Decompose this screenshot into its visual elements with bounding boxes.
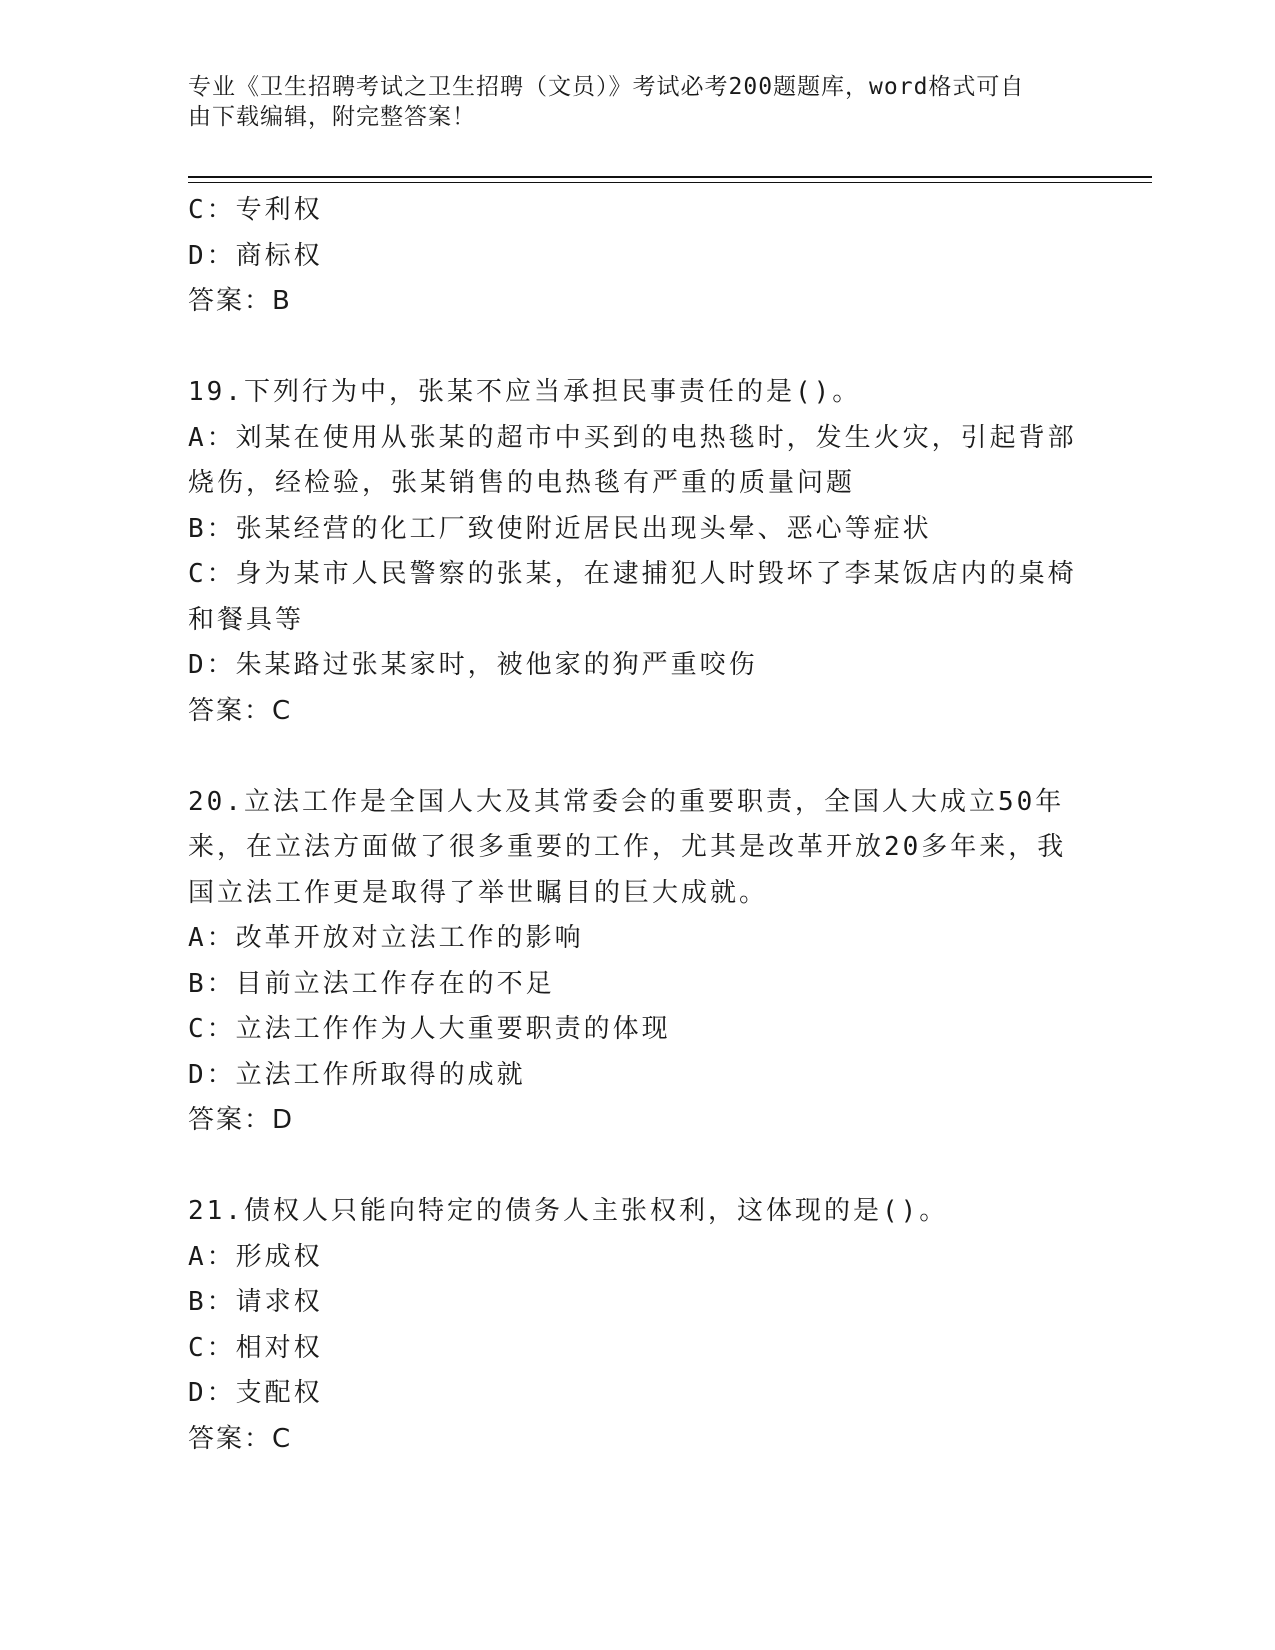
option-c: C：相对权 <box>188 1332 323 1363</box>
answer-line: 答案：C <box>188 1423 293 1454</box>
option-b: B：目前立法工作存在的不足 <box>188 968 555 999</box>
header-rule <box>188 176 1152 183</box>
option-d: D：朱某路过张某家时，被他家的狗严重咬伤 <box>188 650 758 680</box>
option-c-line-1: C：身为某市人民警察的张某，在逮捕犯人时毁坏了李某饭店内的桌椅 <box>188 559 1077 589</box>
option-d: D：支配权 <box>188 1378 323 1408</box>
answer-line: 答案：B <box>188 286 292 316</box>
option-b: B：张某经营的化工厂致使附近居民出现头晕、恶心等症状 <box>188 513 932 544</box>
option-a: A：改革开放对立法工作的影响 <box>188 923 584 953</box>
question-21 <box>188 1189 1088 1462</box>
answer-line: 答案：C <box>188 695 293 726</box>
question-content <box>188 188 1088 1462</box>
option-c: C：专利权 <box>188 195 323 225</box>
option-d: D：立法工作所取得的成就 <box>188 1059 526 1090</box>
question-stem-line-1: 20.立法工作是全国人大及其常委会的重要职责，全国人大成立50年 <box>188 786 1065 817</box>
option-d: D：商标权 <box>188 240 323 271</box>
question-stem: 19.下列行为中，张某不应当承担民事责任的是()。 <box>188 377 862 407</box>
question-gap <box>188 734 1088 780</box>
question-gap <box>188 1144 1088 1190</box>
question-20 <box>188 780 1088 1144</box>
previous-question-tail <box>188 188 1088 325</box>
question-19 <box>188 370 1088 734</box>
header-line-1: 专业《卫生招聘考试之卫生招聘（文员）》考试必考200题题库，word格式可自 <box>188 74 1025 100</box>
question-stem: 21.债权人只能向特定的债务人主张权利，这体现的是()。 <box>188 1196 949 1226</box>
option-b: B：请求权 <box>188 1287 323 1317</box>
option-a-line-1: A：刘某在使用从张某的超市中买到的电热毯时，发生火灾，引起背部 <box>188 422 1077 453</box>
option-c-line-2: 和餐具等 <box>188 604 305 635</box>
option-a: A：形成权 <box>188 1241 323 1272</box>
question-stem-line-2: 来，在立法方面做了很多重要的工作，尤其是改革开放20多年来，我 <box>188 832 1067 862</box>
question-stem-line-3: 国立法工作更是取得了举世瞩目的巨大成就。 <box>188 877 769 908</box>
document-header <box>188 72 1068 132</box>
answer-line: 答案：D <box>188 1105 295 1135</box>
option-c: C：立法工作作为人大重要职责的体现 <box>188 1014 671 1044</box>
header-line-2: 由下载编辑，附完整答案！ <box>188 104 476 130</box>
question-gap <box>188 325 1088 371</box>
option-a-line-2: 烧伤，经检验，张某销售的电热毯有严重的质量问题 <box>188 468 856 498</box>
